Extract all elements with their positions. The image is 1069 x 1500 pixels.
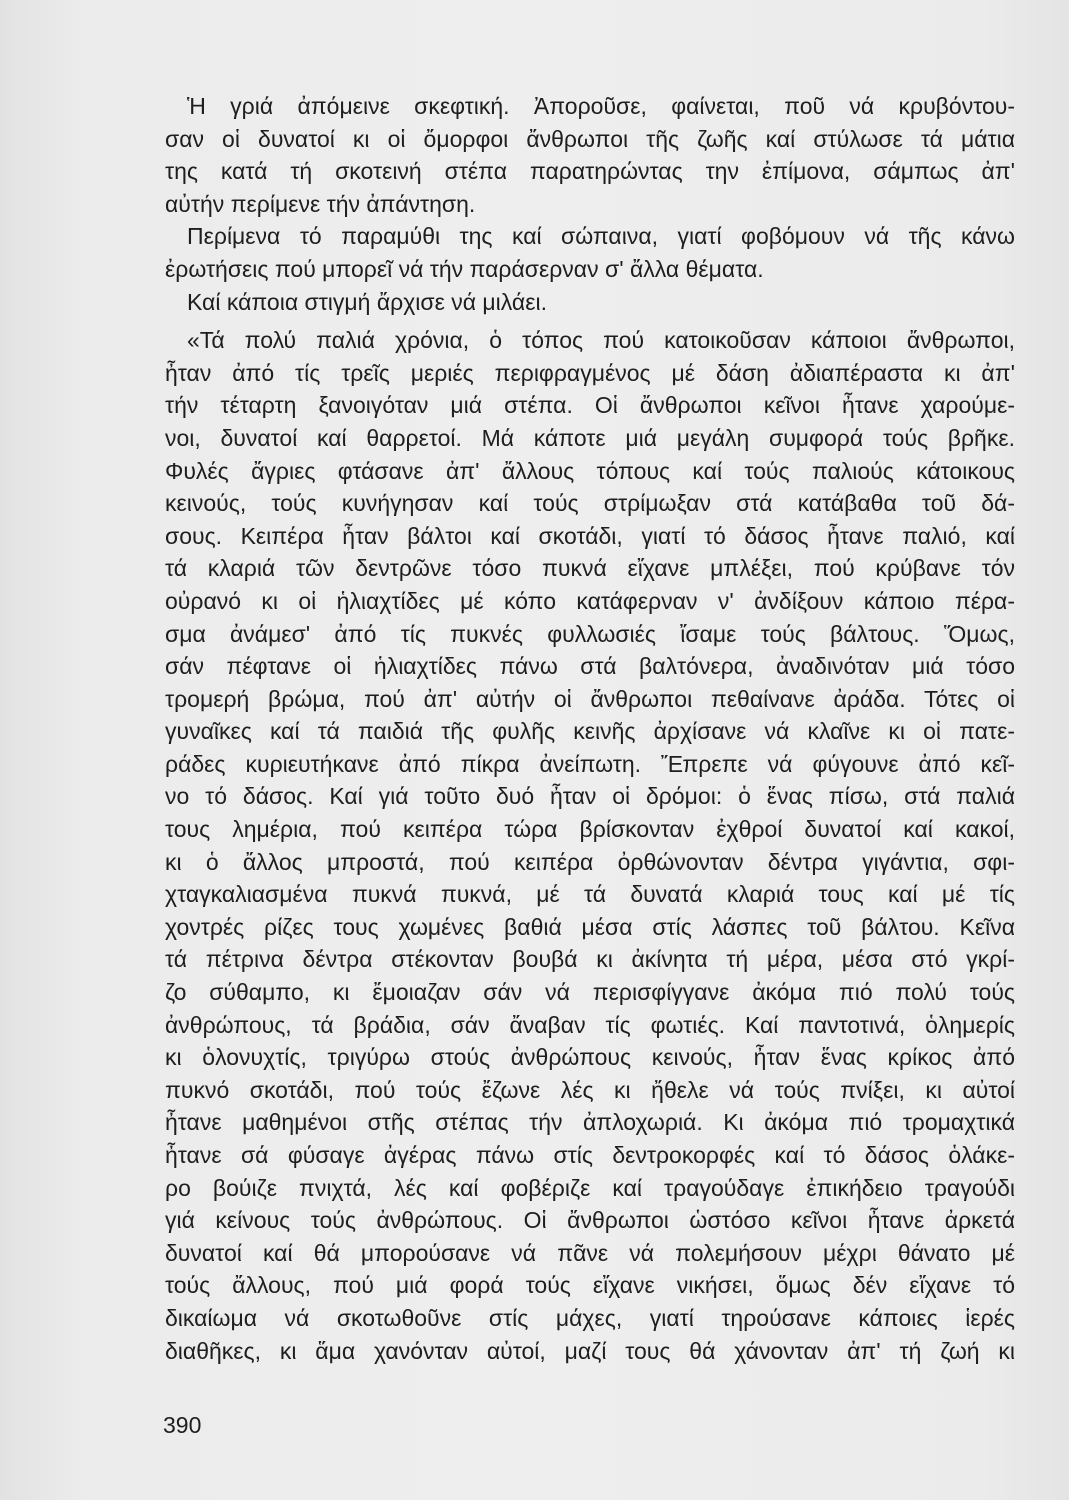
page-number: 390	[163, 1412, 202, 1438]
text-line: Καί κάποια στιγμή ἄρχισε νά μιλάει.	[187, 288, 547, 315]
text-column	[165, 90, 1015, 1400]
text-line: χοντρές ρίζες τους χωμένες βαθιά μέσα στίς λάσπες τοῦ βάλτου. Κεῖνα	[165, 913, 1015, 940]
text-line: ρο βούιζε πνιχτά, λές καί φοβέριζε καί τραγούδαγε ἐπικήδειο τραγούδι	[165, 1174, 1015, 1201]
text-line: γιά κείνους τούς ἀνθρώπους. Οἱ ἄνθρωποι ὡστόσο κεῖνοι ἦτανε ἀρκετά	[165, 1207, 1015, 1234]
text-line: νοι, δυνατοί καί θαρρετοί. Μά κάποτε μιά μεγάλη συμφορά τούς βρῆκε.	[165, 424, 1015, 451]
text-line: δικαίωμα νά σκοτωθοῦνε στίς μάχες, γιατί τηρούσανε κάποιες ἱερές	[165, 1304, 1015, 1331]
text-line: κι ὁ ἄλλος μπροστά, πού κειπέρα ὀρθώνονταν δέντρα γιγάντια, σφι-	[165, 848, 1015, 875]
text-line: ἐρωτήσεις πού μπορεῖ νά τήν παράσερναν σ' ἄλλα θέματα.	[165, 255, 764, 282]
text-line: σάν πέφτανε οἱ ἡλιαχτίδες πάνω στά βαλτόνερα, ἀναδινόταν μιά τόσο	[165, 653, 1015, 680]
text-line: τά πέτρινα δέντρα στέκονταν βουβά κι ἀκίνητα τή μέρα, μέσα στό γκρί-	[165, 946, 1015, 973]
text-line: τούς ἄλλους, πού μιά φορά τούς εἴχανε νικήσει, ὅμως δέν εἴχανε τό	[165, 1272, 1015, 1299]
text-line: γυναῖκες καί τά παιδιά τῆς φυλῆς κεινῆς ἀρχίσανε νά κλαῖνε κι οἱ πατε-	[165, 718, 1015, 745]
text-line: σμα ἀνάμεσ' ἀπό τίς πυκνές φυλλωσιές ἴσαμε τούς βάλτους. Ὅμως,	[165, 620, 1015, 647]
text-line: οὐρανό κι οἱ ἡλιαχτίδες μέ κόπο κατάφερναν ν' ἀνδίξουν κάποιο πέρα-	[165, 587, 1015, 614]
text-line: Περίμενα τό παραμύθι της καί σώπαινα, γιατί φοβόμουν νά τῆς κάνω	[187, 223, 1015, 250]
text-line: της κατά τή σκοτεινή στέπα παρατηρώντας την ἐπίμονα, σάμπως ἀπ'	[165, 158, 1015, 185]
text-line: τρομερή βρώμα, πού ἀπ' αὐτήν οἱ ἄνθρωποι πεθαίνανε ἀράδα. Τότες οἱ	[165, 685, 1015, 712]
text-line: αὐτήν περίμενε τήν ἀπάντηση.	[165, 190, 476, 217]
text-line: δυνατοί καί θά μπορούσανε νά πᾶνε νά πολεμήσουν μέχρι θάνατο μέ	[165, 1239, 1015, 1266]
text-line: τους λημέρια, πού κειπέρα τώρα βρίσκονταν ἐχθροί δυνατοί καί κακοί,	[165, 816, 1015, 843]
text-line: ἦταν ἀπό τίς τρεῖς μεριές περιφραγμένος μέ δάση ἀδιαπέραστα κι ἀπ'	[165, 359, 1015, 386]
text-line: «Τά πολύ παλιά χρόνια, ὁ τόπος πού κατοικοῦσαν κάποιοι ἄνθρωποι,	[187, 327, 1015, 354]
text-line: ράδες κυριευτήκανε ἀπό πίκρα ἀνείπωτη. Ἔπρεπε νά φύγουνε ἀπό κεῖ-	[165, 750, 1015, 777]
text-line	[165, 1367, 1015, 1400]
text-line: σους. Κειπέρα ἦταν βάλτοι καί σκοτάδι, γιατί τό δάσος ἦτανε παλιό, καί	[165, 522, 1015, 549]
text-line: κεινούς, τούς κυνήγησαν καί τούς στρίμωξαν στά κατάβαθα τοῦ δά-	[165, 490, 1015, 517]
text-line: ἦτανε μαθημένοι στῆς στέπας τήν ἀπλοχωριά. Κι ἀκόμα πιό τρομαχτικά	[165, 1109, 1015, 1136]
text-line: Φυλές ἄγριες φτάσανε ἀπ' ἄλλους τόπους καί τούς παλιούς κάτοικους	[165, 457, 1015, 484]
text-line: ἀνθρώπους, τά βράδια, σάν ἄναβαν τίς φωτιές. Καί παντοτινά, ὁλημερίς	[165, 1011, 1015, 1038]
text-line: κι ὁλονυχτίς, τριγύρω στούς ἀνθρώπους κεινούς, ἦταν ἕνας κρίκος ἀπό	[165, 1044, 1015, 1071]
text-line: Ἡ γριά ἀπόμεινε σκεφτική. Ἀποροῦσε, φαίνεται, ποῦ νά κρυβόντου-	[187, 93, 1015, 119]
text-line: σαν οἱ δυνατοί κι οἱ ὄμορφοι ἄνθρωποι τῆς ζωῆς καί στύλωσε τά μάτια	[165, 125, 1015, 152]
text-line: ζο σύθαμπο, κι ἔμοιαζαν σάν νά περισφίγγανε ἀκόμα πιό πολύ τούς	[165, 979, 1015, 1006]
text-line: τήν τέταρτη ξανοιγόταν μιά στέπα. Οἱ ἄνθρωποι κεῖνοι ἦτανε χαρούμε-	[165, 392, 1015, 419]
text-line: πυκνό σκοτάδι, πού τούς ἔζωνε λές κι ἤθελε νά τούς πνίξει, κι αὐτοί	[165, 1076, 1015, 1103]
text-line: χταγκαλιασμένα πυκνά πυκνά, μέ τά δυνατά κλαριά τους καί μέ τίς	[165, 881, 1015, 908]
text-line: τά κλαριά τῶν δεντρῶνε τόσο πυκνά εἴχανε μπλέξει, πού κρύβανε τόν	[165, 555, 1015, 582]
text-line: νο τό δάσος. Καί γιά τοῦτο δυό ἦταν οἱ δρόμοι: ὁ ἕνας πίσω, στά παλιά	[165, 783, 1015, 810]
text-line: ἦτανε σά φύσαγε ἀγέρας πάνω στίς δεντροκορφές καί τό δάσος ὁλάκε-	[165, 1142, 1015, 1168]
text-line: διαθῆκες, κι ἅμα χανόνταν αὐτοί, μαζί τους θά χάνονταν ἀπ' τή ζωή κι	[165, 1337, 1015, 1364]
